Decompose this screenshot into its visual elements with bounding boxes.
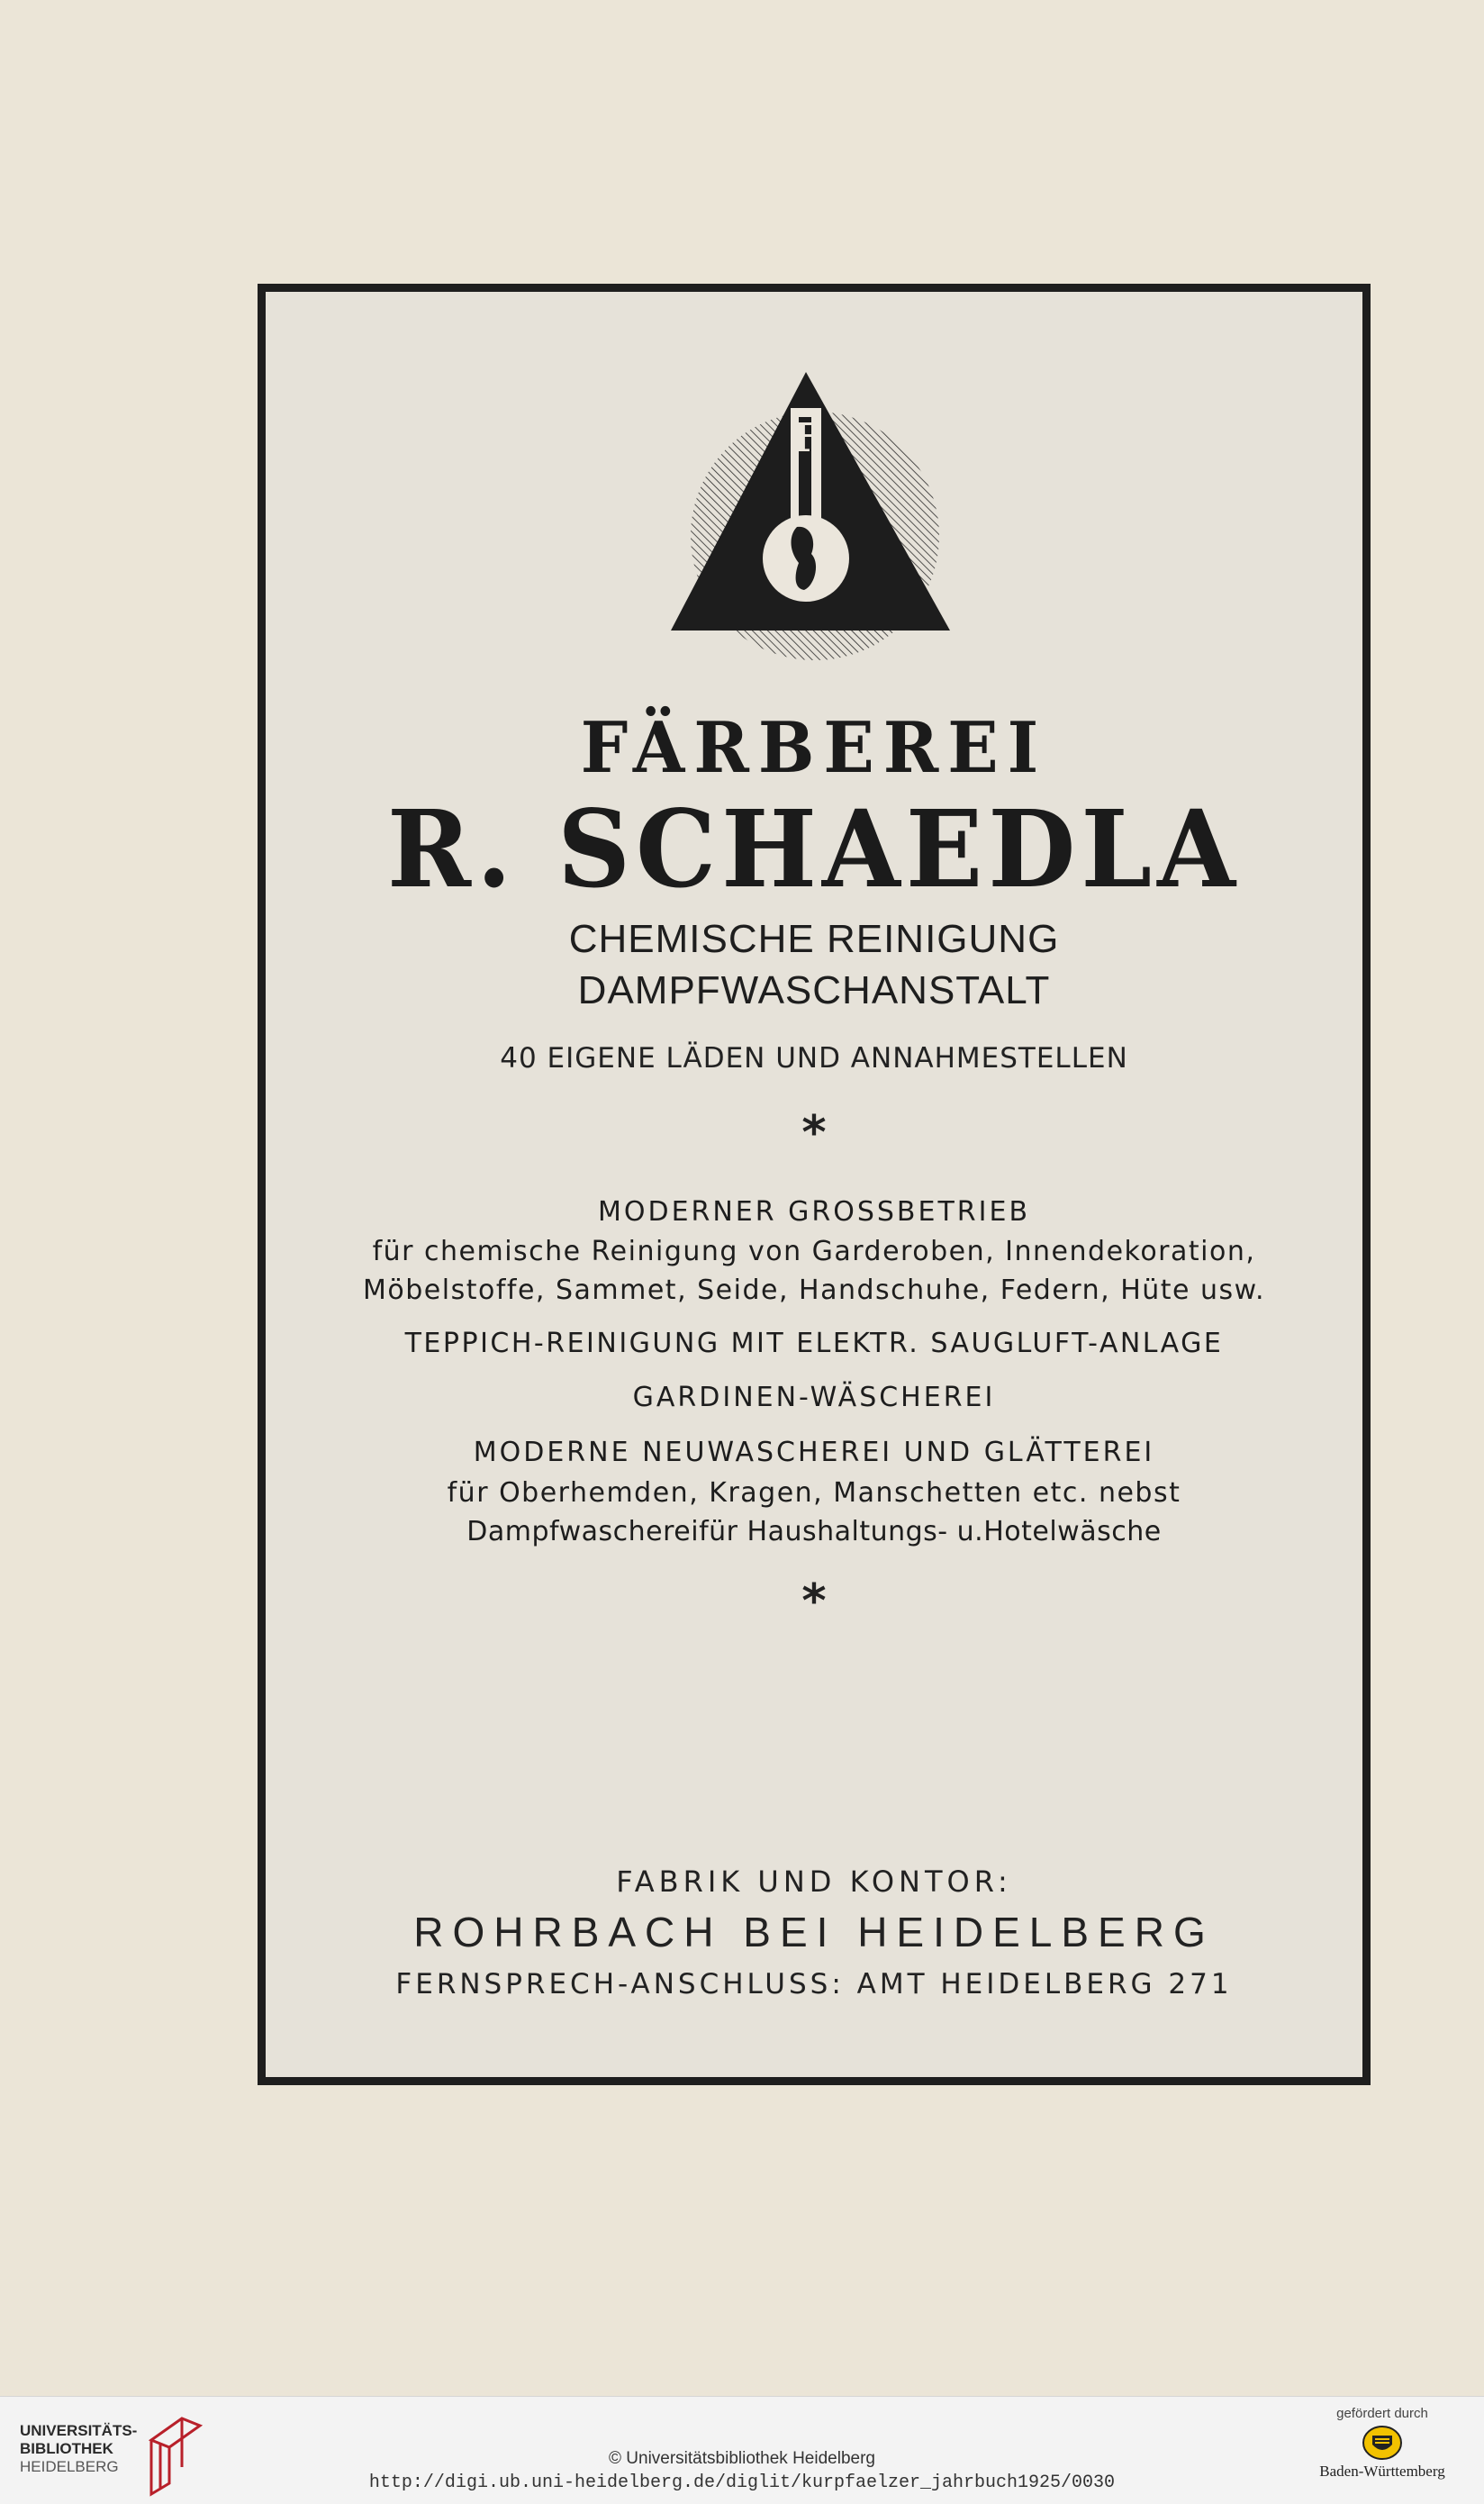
state-name: Baden-Württemberg (1319, 2463, 1445, 2480)
subtitle-dampfwaschanstalt: DAMPFWASCHANSTALT (577, 968, 1051, 1012)
factory-label: FABRIK UND KONTOR: (616, 1864, 1012, 1899)
library-line: UNIVERSITÄTS- (20, 2422, 138, 2439)
service-line: GARDINEN-WÄSCHEREI (632, 1382, 996, 1413)
service-line: für Oberhemden, Kragen, Manschetten etc. nebst (447, 1477, 1181, 1509)
service-line: für chemische Reinigung von Garderoben, Innendekoration, (372, 1236, 1256, 1267)
headline-farberei: FÄRBEREI (580, 707, 1048, 790)
service-line: TEPPICH-REINIGUNG MIT ELEKTR. SAUGLUFT-ANLAGE (404, 1328, 1224, 1359)
funded-by-label: gefördert durch (1336, 2406, 1428, 2421)
baden-wuerttemberg-emblem-icon (1362, 2425, 1403, 2461)
separator-asterisk: * (801, 1106, 827, 1160)
key-triangle-logo-icon (662, 365, 968, 671)
copyright-text: © Universitätsbibliothek Heidelberg (609, 2449, 875, 2468)
viewer-footer (0, 2396, 1484, 2504)
factory-location: ROHRBACH BEI HEIDELBERG (413, 1909, 1215, 1955)
logo-letter: F (792, 415, 820, 461)
service-line: MODERNE NEUWASCHEREI UND GLÄTTEREI (473, 1437, 1155, 1468)
service-line: Möbelstoffe, Sammet, Seide, Handschuhe, Federn, Hüte usw. (363, 1275, 1265, 1306)
shops-line: 40 EIGENE LÄDEN UND ANNAHMESTELLEN (500, 1042, 1128, 1075)
service-line: Dampfwaschereifür Haushaltungs- u.Hotelwäsche (466, 1516, 1162, 1547)
company-name: R. SCHAEDLA (387, 787, 1241, 912)
library-line: BIBLIOTHEK (20, 2440, 113, 2457)
permalink-url[interactable]: http://digi.ub.uni-heidelberg.de/diglit/kurpfaelzer_jahrbuch1925/0030 (368, 2472, 1116, 2493)
separator-asterisk: * (801, 1574, 827, 1629)
service-line: MODERNER GROSSBETRIEB (597, 1196, 1031, 1228)
funding-notice (1301, 2406, 1463, 2481)
subtitle-chemische-reinigung: CHEMISCHE REINIGUNG (568, 917, 1060, 961)
library-line: HEIDELBERG (20, 2458, 119, 2475)
phone-line: FERNSPRECH-ANSCHLUSS: AMT HEIDELBERG 271 (395, 1968, 1233, 2000)
